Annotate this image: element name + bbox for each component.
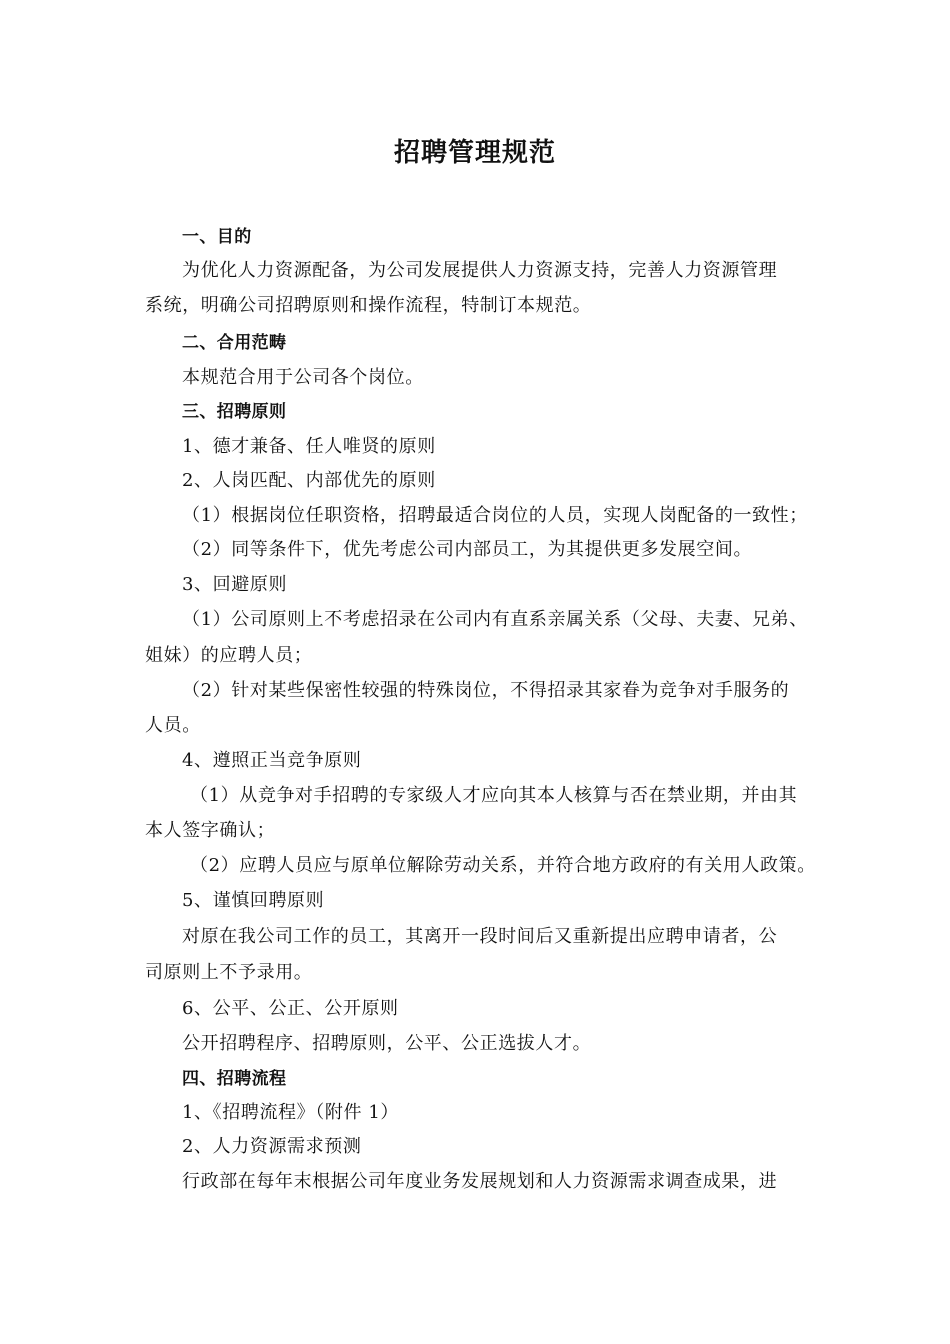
paragraph-line: 姐妹）的应聘人员； (145, 645, 313, 666)
sub-list-item: （1）公司原则上不考虑招录在公司内有直系亲属关系（父母、夫妻、兄弟、 (182, 609, 808, 630)
paragraph-line: 本规范合用于公司各个岗位。 (182, 367, 424, 388)
paragraph-line: 系统，明确公司招聘原则和操作流程，特制订本规范。 (145, 295, 592, 316)
list-item: 2、人力资源需求预测 (182, 1136, 362, 1157)
section-heading-process: 四、招聘流程 (182, 1069, 287, 1089)
list-item: 5、谨慎回聘原则 (182, 890, 325, 911)
paragraph-line: 本人签字确认； (145, 820, 276, 841)
sub-list-item: （2）应聘人员应与原单位解除劳动关系，并符合地方政府的有关用人政策。 (190, 855, 816, 876)
paragraph-line: 司原则上不予录用。 (145, 962, 313, 983)
section-heading-purpose: 一、目的 (182, 227, 252, 247)
sub-list-item: （2）同等条件下，优先考虑公司内部员工，为其提供更多发展空间。 (182, 539, 753, 560)
paragraph-line: 公开招聘程序、招聘原则，公平、公正选拔人才。 (182, 1033, 592, 1054)
section-heading-scope: 二、合用范畴 (182, 333, 287, 353)
section-heading-principles: 三、招聘原则 (182, 402, 287, 422)
list-item: 6、公平、公正、公开原则 (182, 998, 399, 1019)
list-item: 3、回避原则 (182, 574, 288, 595)
sub-list-item: （1）根据岗位任职资格，招聘最适合岗位的人员，实现人岗配备的一致性； (182, 505, 808, 526)
paragraph-line: 为优化人力资源配备，为公司发展提供人力资源支持，完善人力资源管理 (182, 260, 778, 281)
list-item: 2、人岗匹配、内部优先的原则 (182, 470, 436, 491)
paragraph-line: 行政部在每年末根据公司年度业务发展规划和人力资源需求调查成果，进 (182, 1171, 778, 1192)
sub-list-item: （1）从竞争对手招聘的专家级人才应向其本人核算与否在禁业期，并由其 (190, 785, 798, 806)
paragraph-line: 对原在我公司工作的员工，其离开一段时间后又重新提出应聘申请者，公 (182, 926, 778, 947)
list-item: 1、《招聘流程》（附件 1） (182, 1102, 400, 1123)
list-item: 4、遵照正当竞争原则 (182, 750, 362, 771)
paragraph-line: 人员。 (145, 715, 201, 736)
document-title: 招聘管理规范 (393, 138, 556, 168)
list-item: 1、德才兼备、任人唯贤的原则 (182, 436, 436, 457)
sub-list-item: （2）针对某些保密性较强的特殊岗位，不得招录其家眷为竞争对手服务的 (182, 680, 790, 701)
